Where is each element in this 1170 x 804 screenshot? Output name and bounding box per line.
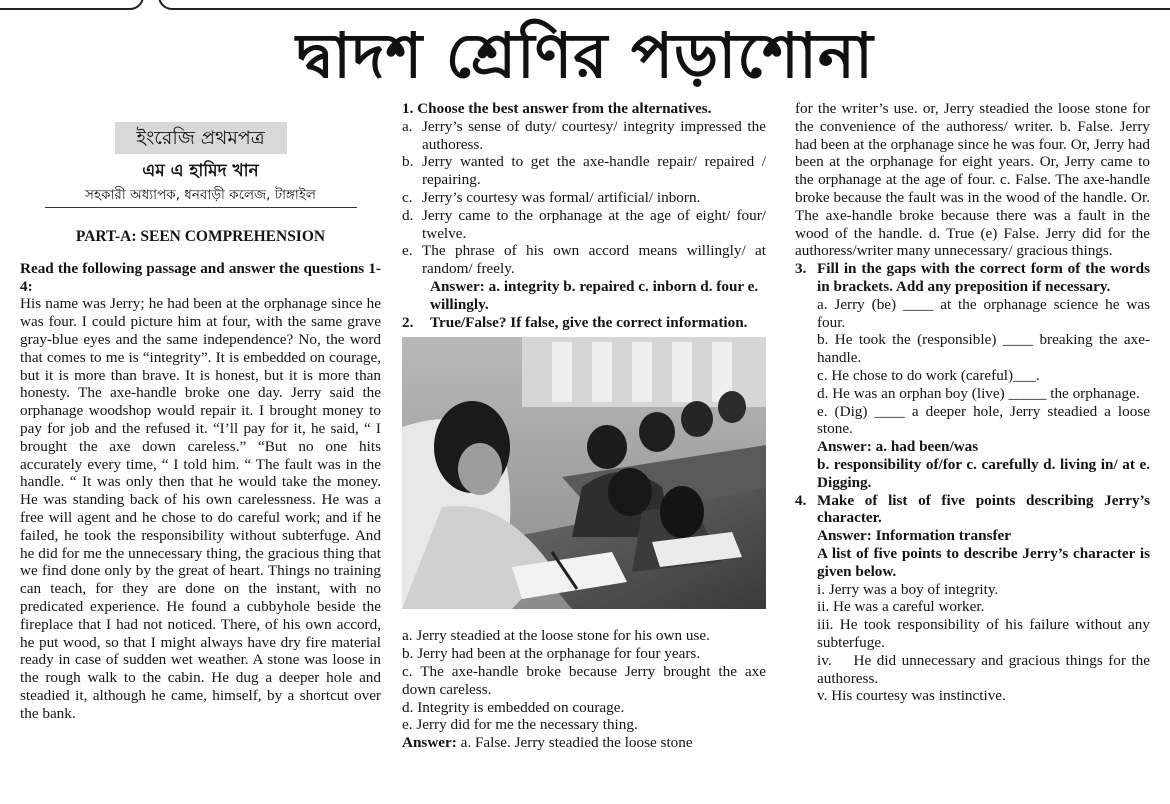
q4-heading-row — [795, 492, 1150, 528]
q1-option — [402, 118, 766, 154]
q4-point: i. Jerry was a boy of integrity. — [817, 580, 999, 598]
header-frame-right — [158, 0, 1170, 10]
q2-answer-label: Answer: — [402, 734, 457, 752]
q1-option — [402, 242, 766, 278]
header-frame-left — [0, 0, 144, 10]
column-2 — [402, 100, 766, 752]
q2-statement: e. Jerry did for me the necessary thing. — [402, 716, 638, 734]
q3-heading: Fill in the gaps with the correct form of the words in brackets. Add any preposition if necessary. — [817, 260, 1150, 295]
q1-option-text: Jerry’s sense of duty/ courtesy/ integrity impressed the authoress. — [422, 117, 766, 153]
q1-option-mark: c. — [402, 188, 413, 206]
q3-item: a. Jerry (be) ____ at the orphanage science he was four. — [817, 295, 1150, 331]
q3-item: d. He was an orphan boy (live) _____ the orphanage. — [817, 384, 1140, 402]
q4-point: ii. He was a careful worker. — [817, 598, 985, 616]
q3-number: 3. — [795, 260, 807, 278]
author-name: এম এ হামিদ খান — [142, 161, 259, 181]
q2-heading-row — [402, 314, 766, 332]
q2-statement: c. The axe-handle broke because Jerry brought the axe down careless. — [402, 662, 766, 698]
q2-answer-text: for the writer’s use. or, Jerry steadied the loose stone for the convenience of the authoress/ writer. b. False. Jerry had been at the orphanage since he was four. Or, Jerry had been at the orphanage for eight years. Or, Jerry came to the orphanage at the age of four. c. False. The axe-handle broke because the fault was in the wood of the handle. Or. The axe-handle broke because there was a fault in the wood of the handle. d. True (e) False. Jerry did for the authoress/writer many unnecessary/ gracious things. — [795, 100, 1150, 260]
author-designation: সহকারী অধ্যাপক, ধনবাড়ী কলেজ, টাঙ্গাইল — [85, 187, 316, 203]
q4-point: iii. He took responsibility of his failure without any subterfuge. — [817, 616, 1150, 651]
q1-option-mark: a. — [402, 117, 413, 135]
q1-option — [402, 189, 766, 207]
q2-statements — [402, 627, 766, 752]
read-instruction: Read the following passage and answer the questions 1-4: — [20, 259, 381, 295]
q4-intro: A list of five points to describe Jerry’s character is given below. — [817, 544, 1150, 580]
masthead-title: দ্বাদশ শ্রেণির পড়াশোনা — [296, 19, 874, 92]
q1-answer: Answer: a. integrity b. repaired c. inborn d. four e. willingly. — [430, 277, 759, 313]
q4-number: 4. — [795, 491, 807, 509]
q3-item: e. (Dig) ____ a deeper hole, Jerry steadied a loose stone. — [817, 402, 1150, 438]
q4-answer: Answer: Information transfer — [817, 527, 1012, 545]
part-heading: PART-A: SEEN COMPREHENSION — [75, 228, 326, 245]
q2-statement: d. Integrity is embedded on courage. — [402, 698, 625, 716]
q2-statement: a. Jerry steadied at the loose stone for his own use. — [402, 627, 710, 645]
q2-statement: b. Jerry had been at the orphanage for four years. — [402, 645, 701, 663]
byline-divider — [45, 207, 357, 208]
q3-answer-line-2: b. responsibility of/for c. carefully d. living in/ at e. Digging. — [817, 455, 1150, 491]
subject-label: ইংরেজি প্রথমপত্র — [115, 122, 287, 154]
header-frame — [0, 0, 1170, 12]
q1-option-text: Jerry’s courtesy was formal/ artificial/ inborn. — [422, 188, 701, 206]
column-3 — [795, 100, 1154, 705]
passage-text: His name was Jerry; he had been at the orphanage since he was four. I could picture him at four, with the same grave gray-blue eyes and the same independence? No, the word that comes to me is “integrity”. It is embedded on courage, but it is more than brave. It is honest, but it is more than honesty. The axe-handle broke one day. Jerry said the orphanage woodshop would repair it. I brought money to pay for job and the refused it. “I’ll pay for it, he said, “ I brought the axe down careless.” “But no one hits accurately every time, “ I told him. “ The fault was in the handle. “ It was only then that he would take the money. He was standing back of his own carelessness. He was a free will agent and he chose to do careful work; and if he failed, he took the responsibility without subterfuge. And he did for me the unnecessary thing, the gracious thing that we find done only by the great of heart. Things no training can teach, for they are done on the instant, with no predicated experience. He found a cubbyhole beside the fireplace that I had not noticed. There, of his own accord, he put wood, so that I might always have dry fire material ready in case of sudden wet weather. A stone was loose in the rough walk to the cabin. He dug a deeper hole and steadied it, although he came, himself, by a shortcut over the bank. — [20, 295, 381, 722]
q4-point: v. His courtesy was instinctive. — [817, 687, 1006, 705]
q1-option-mark: e. — [402, 242, 413, 260]
q1-option-text: The phrase of his own accord means willingly/ at random/ freely. — [422, 242, 766, 278]
q1-option-text: Jerry came to the orphanage at the age of eight/ four/ twelve. — [422, 206, 766, 242]
q1-option — [402, 153, 766, 189]
q2-heading: True/False? If false, give the correct information. — [430, 313, 748, 331]
q3-answer-line-1: Answer: a. had been/was — [817, 438, 979, 456]
column-1 — [20, 100, 381, 723]
q4-point: iv. He did unnecessary and gracious things for the authoress. — [817, 651, 1154, 687]
students-exam-photo — [402, 337, 766, 609]
q2-answer-start — [402, 734, 766, 752]
q3-item: b. He took the (responsible) ____ breaking the axe-handle. — [817, 331, 1150, 367]
q1-option — [402, 207, 766, 243]
q3-heading-row — [795, 260, 1150, 296]
q4-heading: Make of list of five points describing Jerry’s character. — [817, 491, 1150, 527]
q1-option-mark: d. — [402, 206, 414, 224]
q3-item: c. He chose to do work (careful)___. — [817, 366, 1040, 384]
q1-option-mark: b. — [402, 153, 414, 171]
q2-number: 2. — [402, 313, 414, 331]
q2-answer-text-begin: a. False. Jerry steadied the loose stone — [460, 734, 693, 752]
q1-option-text: Jerry wanted to get the axe-handle repair/ repaired / repairing. — [422, 153, 766, 189]
q1-heading: 1. Choose the best answer from the alternatives. — [402, 100, 712, 117]
